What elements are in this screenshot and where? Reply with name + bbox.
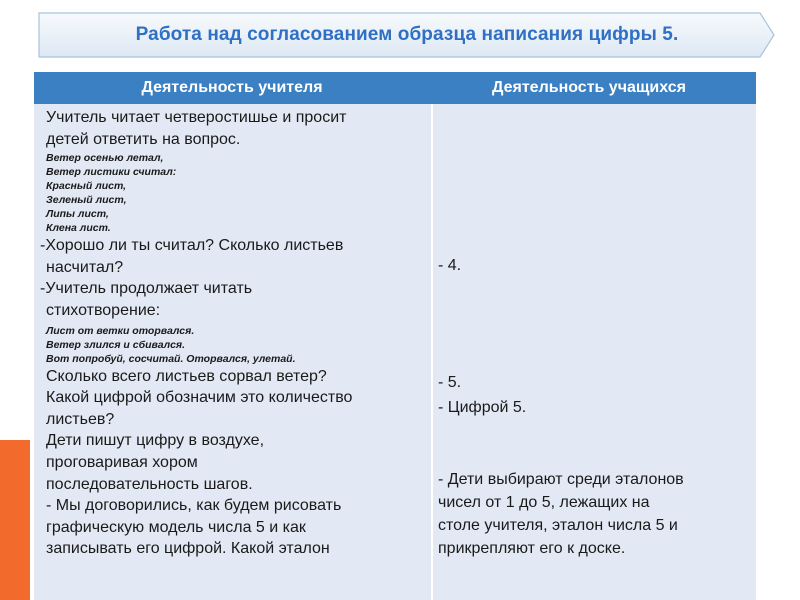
air-line: проговаривая хором bbox=[46, 453, 198, 471]
model-line: записывать его цифрой. Какой эталон bbox=[46, 540, 330, 558]
teacher-model bbox=[40, 495, 430, 560]
poem-line: Лист от ветки оторвался. bbox=[46, 324, 195, 337]
page-title: Работа над согласованием образца написания цифры 5. bbox=[135, 24, 679, 45]
poem-line: Клена лист. bbox=[46, 222, 111, 235]
model-line: графическую модель числа 5 и как bbox=[46, 518, 306, 536]
teacher-intro bbox=[40, 107, 430, 150]
poem-line: Вот попробуй, сосчитай. Оторвался, улетай. bbox=[46, 352, 296, 365]
question-line: -Хорошо ли ты считал? Сколько листьев bbox=[40, 237, 344, 255]
student-answer-5: - 5. bbox=[438, 374, 462, 391]
teacher-question-digit bbox=[40, 387, 430, 430]
student-choose-standard bbox=[438, 468, 754, 560]
poem-line: Липы лист, bbox=[46, 208, 109, 221]
air-line: Дети пишут цифру в воздухе, bbox=[46, 432, 265, 450]
activity-table bbox=[34, 72, 756, 600]
question-line: листьев? bbox=[46, 410, 115, 428]
decorative-stripe bbox=[0, 440, 30, 600]
student-answer-digit: - Цифрой 5. bbox=[438, 399, 527, 416]
poem-line: Ветер осенью летал, bbox=[46, 152, 164, 165]
teacher-intro-line: детей ответить на вопрос. bbox=[46, 130, 241, 148]
question-line: насчитал? bbox=[46, 258, 124, 276]
continue-line: стихотворение: bbox=[46, 301, 161, 319]
poem-line: Зеленый лист, bbox=[46, 194, 127, 207]
teacher-intro-line: Учитель читает четверостишье и просит bbox=[46, 109, 347, 126]
header-student-activity: Деятельность учащихся bbox=[492, 79, 686, 96]
question-line: Какой цифрой обозначим это количество bbox=[46, 389, 353, 407]
poem-line: Ветер листики считал: bbox=[46, 166, 177, 179]
teacher-air-writing bbox=[40, 430, 430, 495]
teacher-activity-cell bbox=[40, 104, 430, 560]
teacher-question bbox=[40, 235, 430, 278]
poem-line: Ветер злился и сбивался. bbox=[46, 338, 186, 351]
choose-line: чисел от 1 до 5, лежащих на bbox=[438, 494, 650, 511]
air-line: последовательность шагов. bbox=[46, 475, 253, 493]
choose-line: прикрепляют его к доске. bbox=[438, 540, 626, 557]
column-divider bbox=[431, 104, 433, 600]
model-line: - Мы договорились, как будем рисовать bbox=[46, 497, 342, 515]
table-header bbox=[34, 72, 756, 104]
student-answer-4: - 4. bbox=[438, 257, 462, 274]
continue-line: -Учитель продолжает читать bbox=[40, 280, 253, 298]
poem-line: Красный лист, bbox=[46, 180, 127, 193]
title-banner bbox=[38, 12, 776, 58]
teacher-continues bbox=[40, 278, 430, 321]
choose-line: столе учителя, эталон числа 5 и bbox=[438, 517, 678, 534]
header-teacher-activity: Деятельность учителя bbox=[141, 79, 323, 96]
teacher-question-count: Сколько всего листьев сорвал ветер? bbox=[46, 367, 327, 385]
choose-line: - Дети выбирают среди эталонов bbox=[438, 471, 684, 488]
